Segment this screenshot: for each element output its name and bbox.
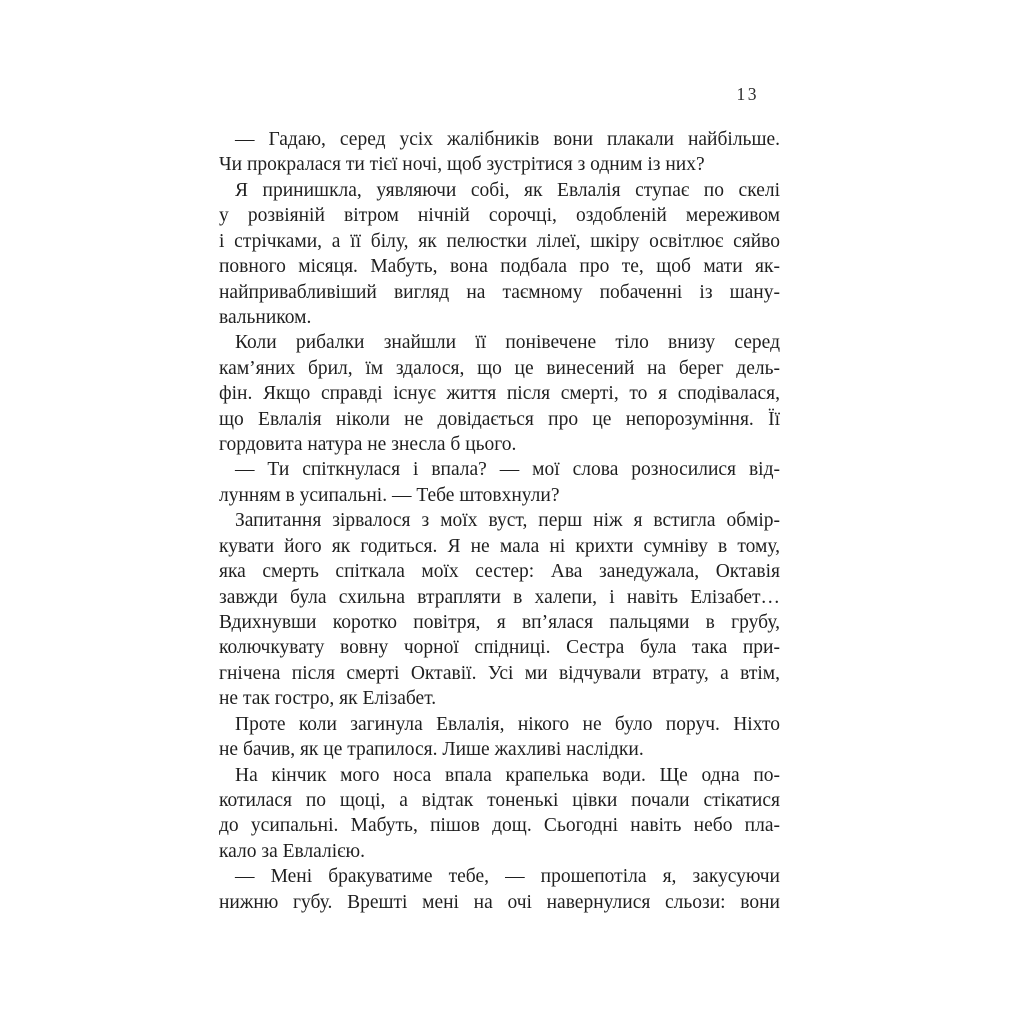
text-line: Коли рибалки знайшли її понівечене тіло внизу серед	[235, 332, 780, 354]
text-line: до усипальні. Мабуть, пішов дощ. Сьогодні навіть небо пла-	[219, 815, 780, 837]
paragraph	[219, 508, 780, 711]
text-line: гордовита натура не знесла б цього.	[219, 434, 517, 456]
text-line: — Ти спіткнулася і впала? — мої слова розносилися від-	[235, 459, 780, 481]
text-line: нижню губу. Врешті мені на очі навернулися сльози: вони	[219, 891, 780, 913]
paragraph	[219, 712, 780, 763]
text-line: Я принишкла, уявляючи собі, як Евлалія ступає по скелі	[235, 179, 780, 201]
text-line: котилася по щоці, а відтак тоненькі цівки почали стікатися	[219, 789, 780, 811]
text-line: найпривабливіший вигляд на таємному побаченні із шану-	[219, 281, 780, 303]
body-text	[219, 127, 780, 915]
text-line: не бачив, як це трапилося. Лише жахливі наслідки.	[219, 739, 644, 761]
text-line: Проте коли загинула Евлалія, нікого не було поруч. Ніхто	[235, 713, 780, 735]
paragraph	[219, 864, 780, 915]
paragraph	[219, 127, 780, 178]
paragraph	[219, 457, 780, 508]
text-line: кало за Евлалією.	[219, 840, 365, 862]
text-line: вальником.	[219, 306, 312, 328]
text-line: яка смерть спіткала моїх сестер: Ава занедужала, Октавія	[219, 561, 780, 583]
text-line: що Евлалія ніколи не довідається про це непорозуміння. Її	[219, 408, 780, 430]
text-line: повного місяця. Мабуть, вона подбала про те, щоб мати як-	[219, 256, 780, 278]
paragraph	[219, 178, 780, 331]
text-line: Чи прокралася ти тієї ночі, щоб зустрітися з одним із них?	[219, 154, 705, 176]
text-line: не так гостро, як Елізабет.	[219, 688, 437, 710]
page-number: 13	[736, 84, 759, 104]
text-line: у розвіяній вітром нічній сорочці, оздобленій мереживом	[219, 205, 780, 227]
text-line: і стрічками, а її білу, як пелюстки лілеї, шкіру освітлює сяйво	[219, 230, 780, 252]
text-line: гнічена після смерті Октавії. Усі ми відчували втрату, а втім,	[219, 662, 780, 684]
text-line: кувати його як годиться. Я не мала ні крихти сумніву в тому,	[219, 535, 780, 557]
paragraph	[219, 763, 780, 865]
text-line: колючкувату вовну чорної спідниці. Сестра була така при-	[219, 637, 780, 659]
text-line: завжди була схильна втрапляти в халепи, і навіть Елізабет…	[219, 586, 780, 608]
text-line: — Мені бракуватиме тебе, — прошепотіла я, закусуючи	[235, 866, 780, 888]
text-line: На кінчик мого носа впала крапелька води. Ще одна по-	[235, 764, 780, 786]
text-line: Запитання зірвалося з моїх вуст, перш ніж я встигла обмір-	[235, 510, 780, 532]
text-line: — Гадаю, серед усіх жалібників вони плакали найбільше.	[235, 129, 780, 150]
paragraph	[219, 330, 780, 457]
text-line: лунням в усипальні. — Тебе штовхнули?	[219, 484, 560, 506]
text-line: кам’яних брил, їм здалося, що це винесений на берег дель-	[219, 357, 780, 379]
text-line: Вдихнувши коротко повітря, я вп’ялася пальцями в грубу,	[219, 612, 780, 634]
text-line: фін. Якщо справді існує життя після смерті, то я сподівалася,	[219, 383, 780, 405]
